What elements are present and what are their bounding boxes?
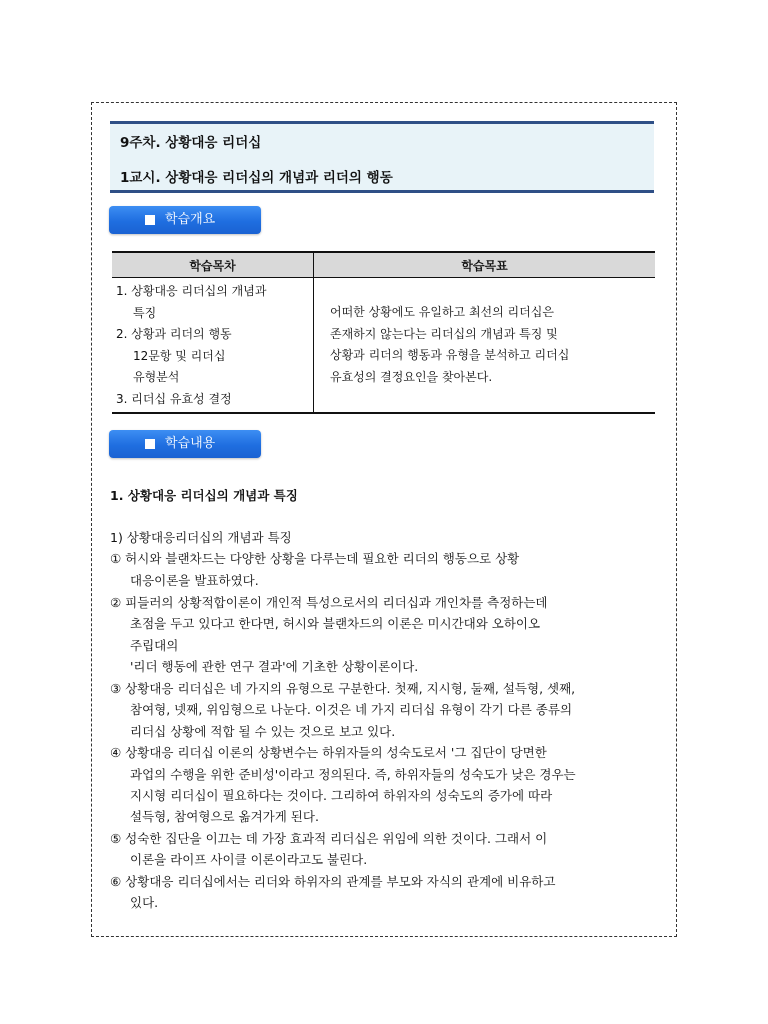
overview-button-label: 학습개요 xyxy=(165,212,216,227)
paragraph-line: 초점을 두고 있다고 한다면, 허시와 블랜차드의 이론은 미시간대와 오하이오 xyxy=(130,616,541,631)
paragraph-line: 있다. xyxy=(130,895,159,910)
toc-item: 유형분석 xyxy=(133,370,180,384)
objective-line: 상황과 리더의 행동과 유형을 분석하고 리더십 xyxy=(330,348,570,362)
paragraph-line: 설득형, 참여형으로 옮겨가게 된다. xyxy=(130,809,319,824)
objective-line: 존재하지 않는다는 리더십의 개념과 특징 및 xyxy=(330,326,558,341)
toc-item: 2. 상황과 리더의 행동 xyxy=(116,327,232,341)
toc-item: 1. 상황대응 리더십의 개념과 xyxy=(116,284,267,298)
paragraph-line: ④ 상황대응 리더십 이론의 상황변수는 하위자들의 성숙도로서 '그 집단이 당면한 xyxy=(110,745,547,760)
paragraph-line: 이론을 라이프 사이클 이론이라고도 불린다. xyxy=(130,852,368,867)
objective-line: 어떠한 상황에도 유일하고 최선의 리더십은 xyxy=(330,305,554,319)
toc-item: 3. 리더십 유효성 결정 xyxy=(116,391,232,406)
content-button[interactable] xyxy=(109,430,261,458)
content-button-label: 학습내용 xyxy=(165,436,216,451)
section-heading: 1. 상황대응 리더십의 개념과 특징 xyxy=(110,488,298,503)
paragraph-line: 과업의 수행을 위한 준비성'이라고 정의된다. 즉, 하위자들의 성숙도가 낮은 경우는 xyxy=(130,767,576,782)
table-header-row xyxy=(112,252,655,278)
lesson-title: 1교시. 상황대응 리더십의 개념과 리더의 행동 xyxy=(120,170,393,186)
paragraph-line: ② 피들러의 상황적합이론이 개인적 특성으로서의 리더십과 개인차를 측정하는데 xyxy=(110,595,548,610)
week-title: 9주차. 상황대응 리더십 xyxy=(120,135,262,151)
square-bullet-icon xyxy=(145,439,155,449)
paragraph-line: 지시형 리더십이 필요하다는 것이다. 그리하여 하위자의 성숙도의 증가에 따라 xyxy=(130,788,553,803)
paragraph-line: '리더 행동에 관한 연구 결과'에 기초한 상황이론이다. xyxy=(130,659,419,674)
paragraph-line: ⑥ 상황대응 리더십에서는 리더와 하위자의 관계를 부모와 자식의 관계에 비유하고 xyxy=(110,874,556,889)
square-bullet-icon xyxy=(145,215,155,225)
toc-header: 학습목차 xyxy=(112,252,314,278)
goals-table xyxy=(112,251,655,414)
toc-item: 특징 xyxy=(133,305,157,320)
objective-header: 학습목표 xyxy=(314,252,656,278)
paragraph-line: 리더십 상황에 적합 될 수 있는 것으로 보고 있다. xyxy=(130,724,396,739)
overview-button[interactable] xyxy=(109,206,261,234)
toc-item: 12문항 및 리더십 xyxy=(133,348,226,363)
paragraph-line: 대응이론을 발표하였다. xyxy=(130,573,259,588)
objective-text xyxy=(314,302,655,388)
objective-line: 유효성의 결정요인을 찾아본다. xyxy=(330,369,493,384)
paragraph-line: ① 허시와 블랜차드는 다양한 상황을 다루는데 필요한 리더의 행동으로 상황 xyxy=(110,551,520,566)
paragraph-line: 참여형, 넷째, 위임형으로 나눈다. 이것은 네 가지 리더십 유형이 각기 다른 종류의 xyxy=(130,702,573,717)
title-box xyxy=(110,121,654,193)
subsection-heading: 1) 상황대응리더십의 개념과 특징 xyxy=(110,530,292,545)
paragraph-line: 주립대의 xyxy=(130,638,179,653)
paragraph-line: ③ 상황대응 리더십은 네 가지의 유형으로 구분한다. 첫째, 지시형, 둘째, 설득형, 셋째, xyxy=(110,681,576,696)
table-row xyxy=(112,278,655,414)
paragraph-line: ⑤ 성숙한 집단을 이끄는 데 가장 효과적 리더십은 위임에 의한 것이다. 그래서 이 xyxy=(110,831,548,846)
toc-list xyxy=(112,278,313,412)
